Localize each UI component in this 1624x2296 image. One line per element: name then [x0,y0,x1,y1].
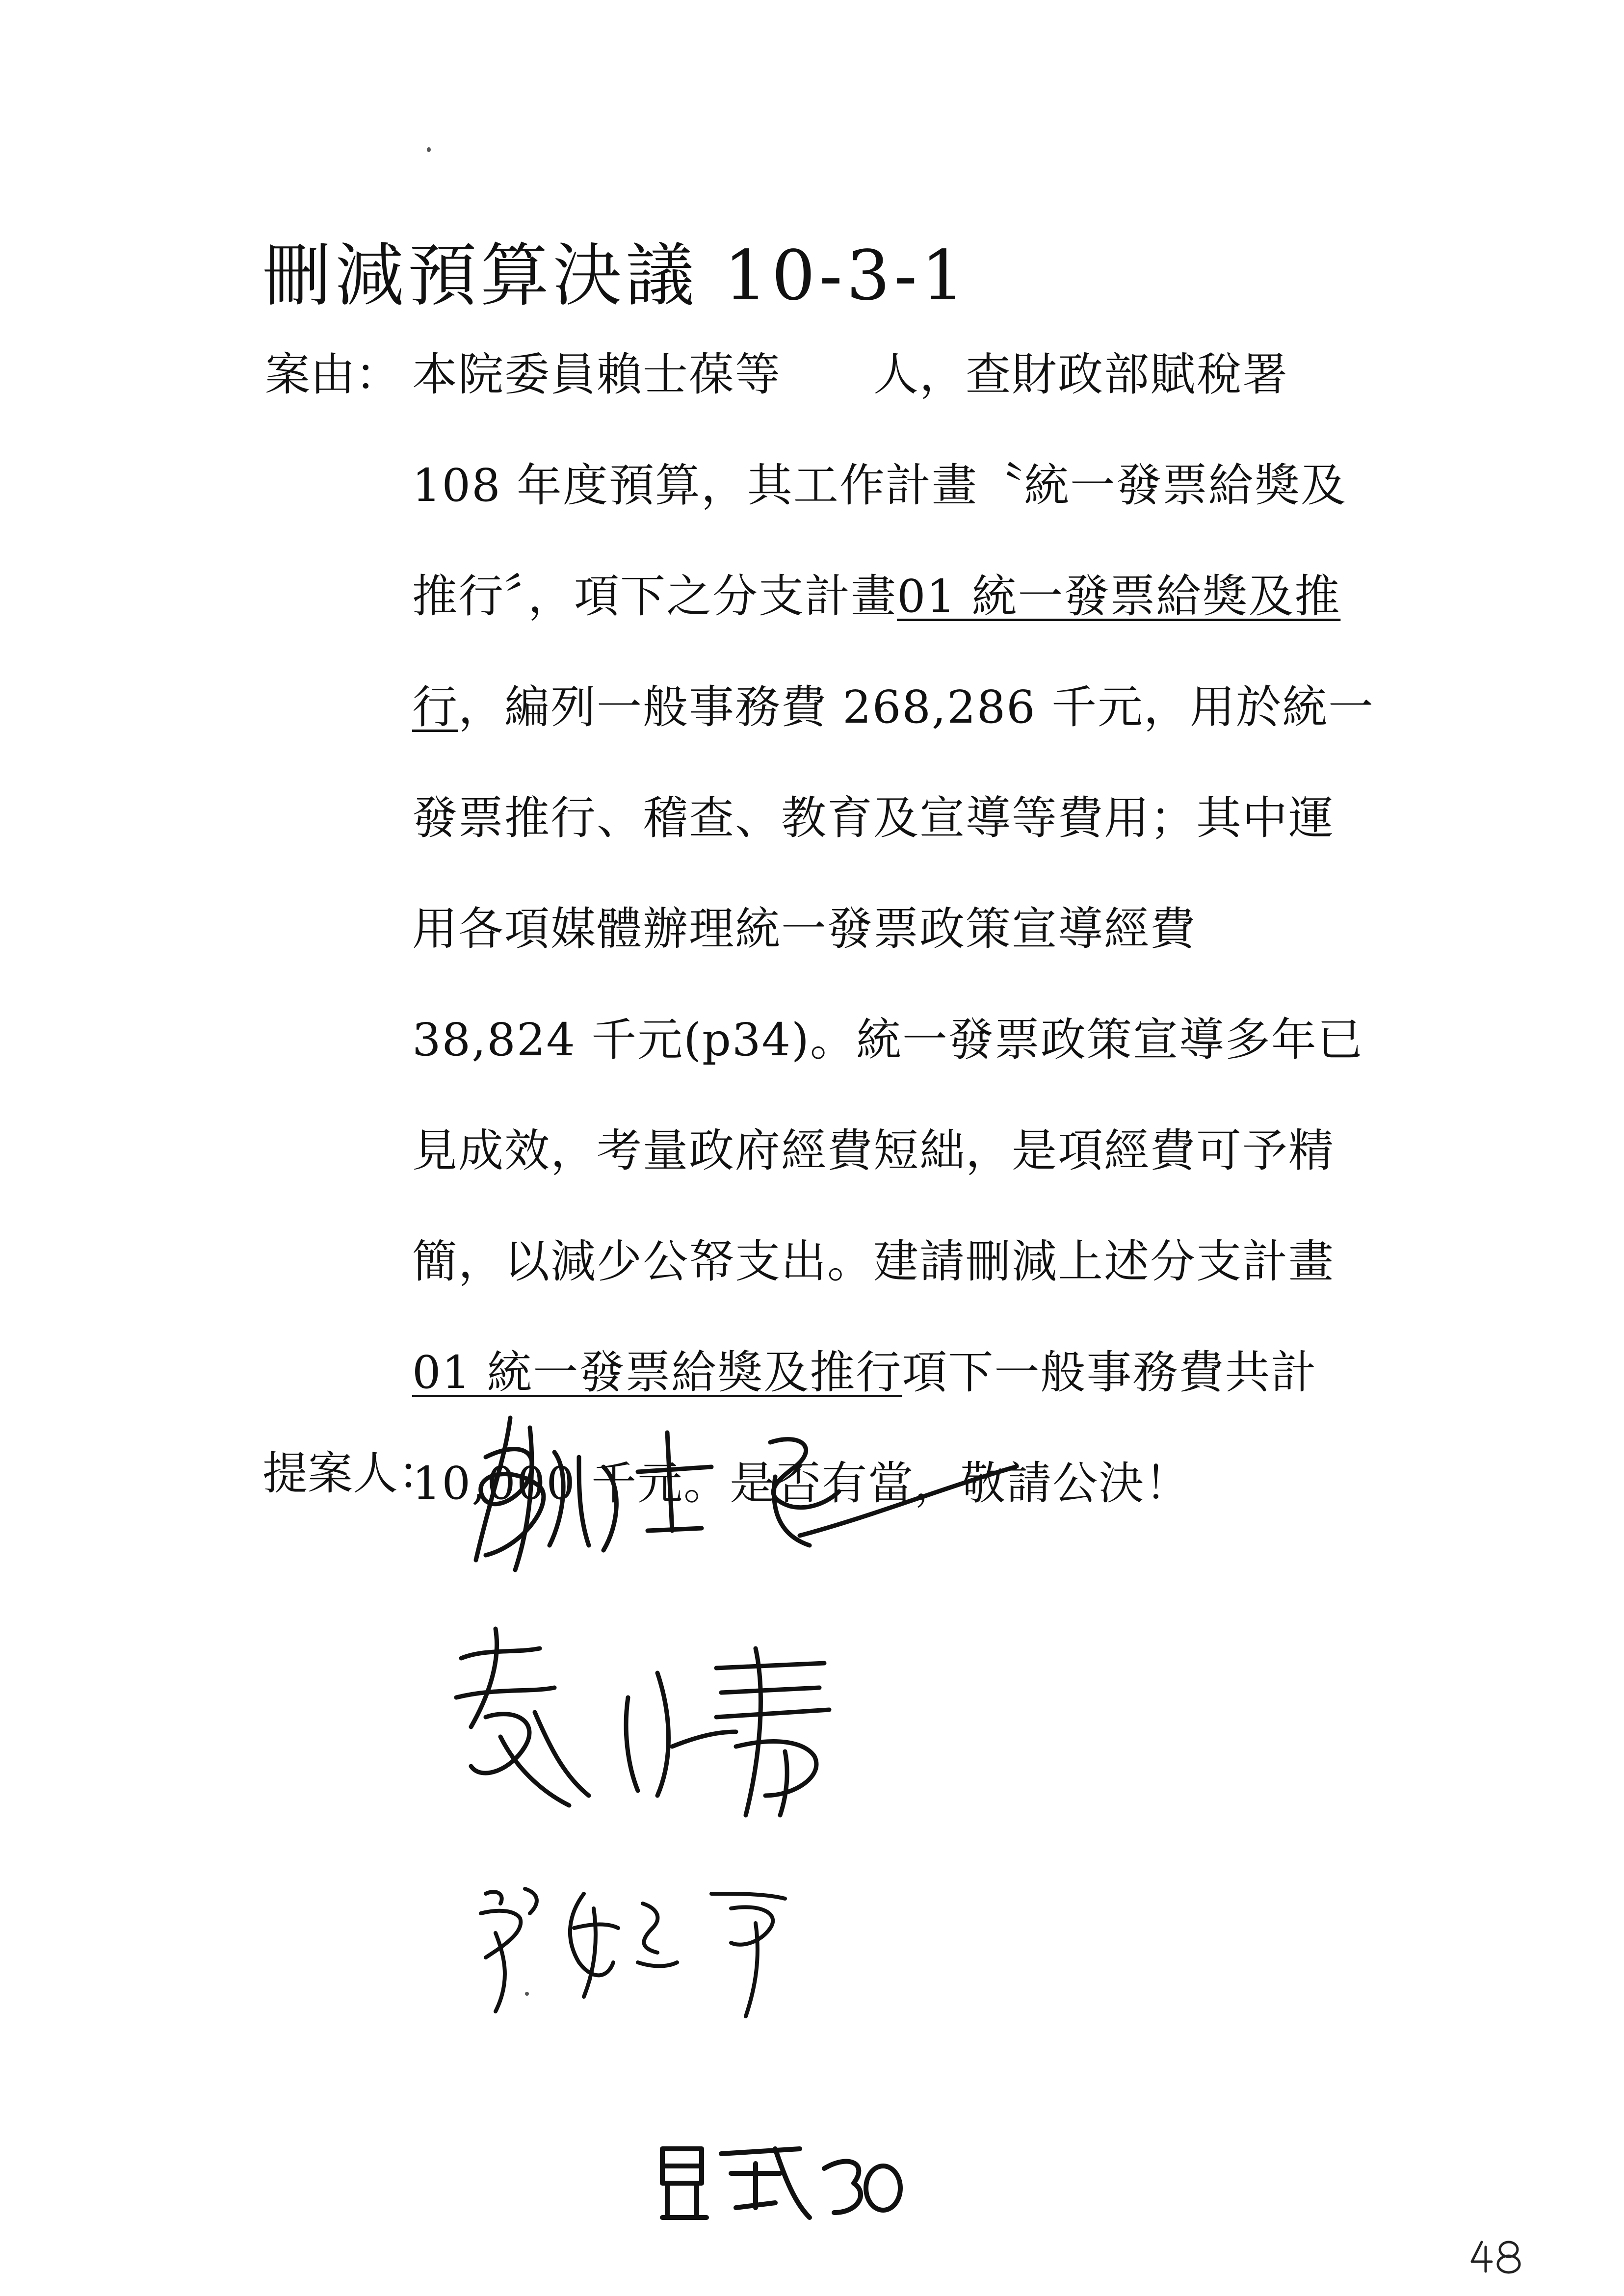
body-line [412,1336,1317,1401]
body-text: 發票推行、稽查、教育及宣導等費用；其中運 [412,792,1335,844]
case-label: 案由： [265,348,401,401]
body-text: ，編列一般事務費 268,286 千元，用於統一 [458,681,1374,733]
page-title: 刪減預算決議 10-3-1 [262,236,969,316]
body-line [412,339,1288,403]
body-text: 本院委員賴士葆等 人，查財政部賦稅署 [412,348,1289,401]
body-line [412,1004,1363,1069]
body-line [412,449,1347,514]
proposer-label: 提案人： [262,1447,444,1500]
body-text: 項下一般事務費共計 [902,1346,1317,1399]
page-number [1467,2237,1526,2278]
underlined-text: 行 [412,681,459,733]
signature-2 [442,1619,932,1825]
body-line [412,1115,1335,1179]
body-text: 108 年度預算，其工作計畫〝統一發票給獎及 [412,459,1347,512]
signature-1 [456,1398,1045,1585]
scan-speck [525,1992,529,1996]
body-text: 38,824 千元(p34)。統一發票政策宣導多年已 [412,1014,1363,1066]
body-text: 用各項媒體辦理統一發票政策宣導經費 [412,903,1197,955]
body-line [412,1226,1335,1290]
underlined-text: 01 統一發票給獎及推 [897,570,1341,623]
underlined-text: 01 統一發票給獎及推行 [412,1346,902,1399]
body-text: 10,000 千元。是否有當，敬請公決！ [412,1457,1191,1510]
body-line [412,560,1340,625]
scan-speck [427,147,431,152]
body-text: 推行〞，項下之分支計畫 [412,570,897,623]
body-text: 簡，以減少公帑支出。建請刪減上述分支計畫 [412,1235,1335,1288]
body-text: 見成效，考量政府經費短絀，是項經費可予精 [412,1124,1335,1177]
stamp [653,2134,908,2234]
signature-3 [466,1864,810,2031]
body-line [412,671,1374,736]
body-line [412,782,1335,847]
body-line [412,893,1196,958]
